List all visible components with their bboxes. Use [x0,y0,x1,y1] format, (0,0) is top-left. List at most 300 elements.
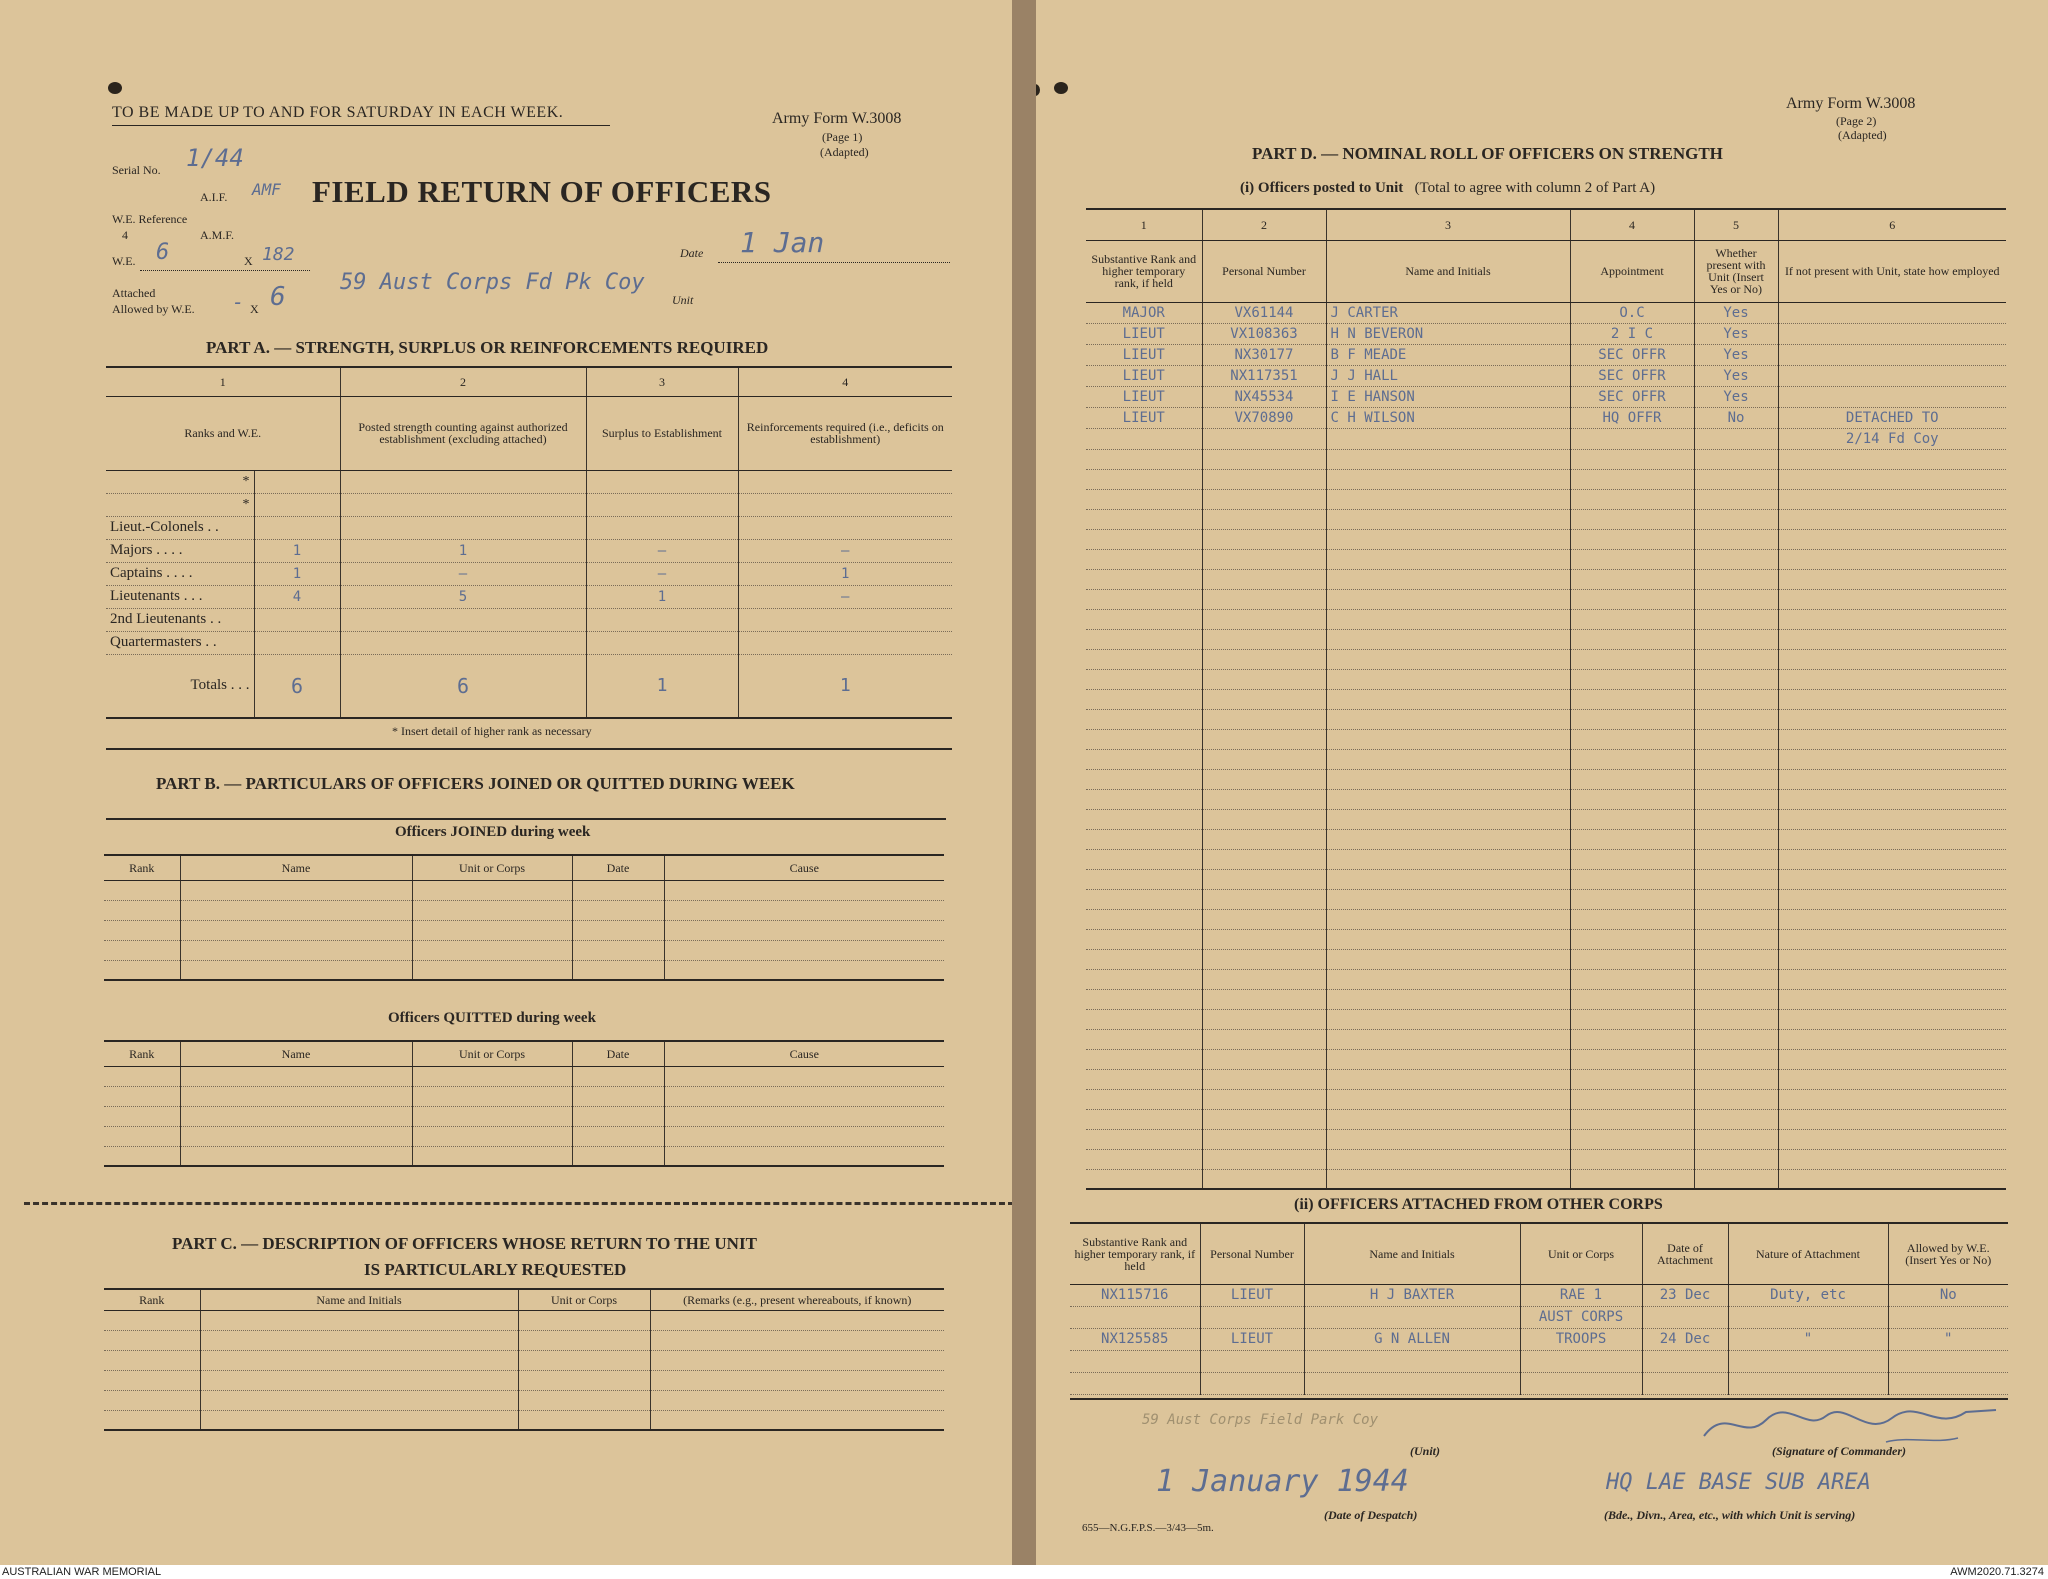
date-label: Date [680,246,704,260]
roll-cell [1694,569,1778,589]
roll-cell [1202,469,1326,489]
roll-cell [1570,589,1694,609]
part-c-table [104,1290,944,1431]
we-cell [254,470,340,493]
roll-cell [1202,1089,1326,1109]
table-row [1086,1049,2006,1069]
table-row [104,1390,944,1410]
roll-cell [1326,689,1570,709]
roll-cell [1570,1009,1694,1029]
quitted-title: Officers QUITTED during week [388,1010,596,1026]
table-row [104,1370,944,1390]
roll-cell: Yes [1694,386,1778,407]
roll-cell [1086,1049,1202,1069]
roll-cell [1694,729,1778,749]
despatch-date: 1 January 1944 [1156,1464,1409,1499]
page-label: (Page 1) [822,130,863,144]
roll-cell [1086,829,1202,849]
part-d-subtitle-bold: (i) Officers posted to Unit [1240,180,1404,196]
roll-cell [1570,829,1694,849]
allowed-label: Allowed by W.E. [112,302,195,316]
roll-cell [1570,869,1694,889]
roll-cell [1570,729,1694,749]
posted-cell [340,608,586,631]
roll-cell [1086,449,1202,469]
attached-cell: " [1888,1328,2008,1350]
roll-cell: SEC OFFR [1570,386,1694,407]
roll-cell [1326,569,1570,589]
roll-cell [1326,649,1570,669]
form-page-1 [0,0,1012,1565]
roll-cell: C H WILSON [1326,407,1570,428]
roll-cell [1778,489,2006,509]
roll-cell [1086,649,1202,669]
roll-cell [1778,1049,2006,1069]
roll-cell [1694,1149,1778,1169]
table-row [104,1126,944,1146]
roll-cell [1778,609,2006,629]
surplus-cell [586,516,738,539]
attached-cell [1304,1372,1520,1394]
attached-cell [1200,1372,1304,1394]
roll-cell: Yes [1694,302,1778,323]
roll-cell: SEC OFFR [1570,344,1694,365]
roll-cell [1202,889,1326,909]
roll-cell [1570,1169,1694,1189]
roll-cell: 2/14 Fd Coy [1778,428,2006,449]
divider [106,748,952,750]
roll-cell [1694,1049,1778,1069]
roll-cell: B F MEADE [1326,344,1570,365]
column-header: Reinforcements required (i.e., deficits on establishment) [738,396,952,470]
roll-cell [1202,669,1326,689]
roll-cell [1086,709,1202,729]
divider [1070,1398,2008,1400]
table-row [1070,1372,2008,1394]
roll-cell [1694,869,1778,889]
roll-cell [1694,609,1778,629]
roll-cell [1570,549,1694,569]
roll-cell [1086,669,1202,689]
area-value: HQ LAE BASE SUB AREA [1606,1470,1871,1495]
roll-cell [1326,829,1570,849]
table-row [104,1086,944,1106]
table-row [106,585,952,608]
commander-signature [1696,1402,2006,1450]
roll-cell [1570,1149,1694,1169]
roll-cell [1570,789,1694,809]
table-row [104,1066,944,1086]
table-row [1070,1306,2008,1328]
roll-cell: Yes [1694,344,1778,365]
roll-cell [1778,949,2006,969]
roll-cell [1694,1129,1778,1149]
table-row [1086,449,2006,469]
roll-cell [1778,849,2006,869]
cut-line [24,1202,1012,1205]
roll-cell [1086,1029,1202,1049]
we-cell: 1 [254,539,340,562]
attached-cell [1520,1350,1642,1372]
attached-cell [1888,1306,2008,1328]
table-row [1086,669,2006,689]
dotted-line [140,270,310,271]
roll-cell [1570,489,1694,509]
aif-value: AMF [252,180,281,199]
attached-cell: 24 Dec [1642,1328,1728,1350]
table-row [104,1410,944,1430]
roll-cell [1326,629,1570,649]
table-row [1086,529,2006,549]
roll-cell [1202,1009,1326,1029]
table-row [1086,589,2006,609]
table-row [1086,789,2006,809]
roll-cell: No [1694,407,1778,428]
attached-cell [1642,1372,1728,1394]
reinforcement-cell [738,608,952,631]
roll-cell [1086,1069,1202,1089]
table-row [1086,969,2006,989]
roll-cell: VX61144 [1202,302,1326,323]
roll-cell [1326,889,1570,909]
roll-cell [1086,689,1202,709]
roll-cell [1570,889,1694,909]
column-header: Substantive Rank and higher temporary rank, if held [1086,240,1202,302]
part-c-title-line2: IS PARTICULARLY REQUESTED [364,1260,627,1279]
col-number: 1 [1086,210,1202,240]
archive-id: AWM2020.71.3274 [1950,1566,2044,1578]
we-label: W.E. [112,254,136,268]
roll-cell [1326,949,1570,969]
column-header: Unit or Corps [1520,1224,1642,1284]
attached-cell [1304,1306,1520,1328]
roll-cell [1694,769,1778,789]
col-number: 3 [586,368,738,396]
roll-cell [1326,1109,1570,1129]
part-a-title: PART A. — STRENGTH, SURPLUS OR REINFORCEMENTS REQUIRED [206,338,769,357]
roll-cell [1778,709,2006,729]
attached-table [1070,1224,2008,1395]
table-row [1086,749,2006,769]
column-header: (Remarks (e.g., present whereabouts, if known) [650,1290,944,1310]
col-number: 5 [1694,210,1778,240]
roll-cell [1778,649,2006,669]
roll-cell: 2 I C [1570,323,1694,344]
roll-cell [1086,729,1202,749]
roll-cell [1086,989,1202,1009]
form-title: FIELD RETURN OF OFFICERS [312,174,772,209]
nominal-roll-table [1086,210,2006,1190]
table-row [106,516,952,539]
roll-cell [1570,989,1694,1009]
roll-cell [1086,1109,1202,1129]
roll-cell: DETACHED TO [1778,407,2006,428]
roll-cell: SEC OFFR [1570,365,1694,386]
totals-we: 6 [254,654,340,718]
joined-table [104,856,944,981]
we-cell [254,608,340,631]
table-row [104,1350,944,1370]
roll-cell [1326,989,1570,1009]
table-row [104,960,944,980]
roll-cell [1570,849,1694,869]
roll-cell [1202,549,1326,569]
rank-cell: 2nd Lieutenants . . [106,608,254,631]
roll-cell [1202,949,1326,969]
roll-cell [1326,929,1570,949]
table-row [104,1310,944,1330]
roll-cell [1694,449,1778,469]
roll-cell [1086,509,1202,529]
roll-cell: NX30177 [1202,344,1326,365]
roll-cell [1326,1029,1570,1049]
roll-cell [1326,1049,1570,1069]
roll-cell [1202,749,1326,769]
table-row [1086,769,2006,789]
roll-cell [1570,1029,1694,1049]
surplus-cell [586,493,738,516]
roll-cell [1778,469,2006,489]
rank-cell: Lieutenants . . . [106,585,254,608]
table-row [1086,323,2006,344]
roll-cell: I E HANSON [1326,386,1570,407]
posted-cell [340,631,586,654]
attached-cell [1520,1372,1642,1394]
roll-cell [1778,689,2006,709]
roll-cell [1694,809,1778,829]
quitted-table [104,1042,944,1167]
roll-cell [1778,386,2006,407]
table-row [1086,929,2006,949]
part-a-table [106,368,952,719]
table-row [1086,1029,2006,1049]
table-row [1086,809,2006,829]
column-header: Surplus to Establishment [586,396,738,470]
table-row [1086,909,2006,929]
divider [112,125,610,126]
roll-cell [1326,749,1570,769]
roll-cell [1694,1069,1778,1089]
roll-cell [1570,909,1694,929]
table-row [1086,386,2006,407]
roll-cell: Yes [1694,365,1778,386]
roll-cell [1326,769,1570,789]
we-value: 6 [156,240,170,265]
roll-cell [1326,969,1570,989]
attached-cell [1642,1306,1728,1328]
posted-cell [340,516,586,539]
roll-cell [1202,1149,1326,1169]
roll-cell [1778,569,2006,589]
roll-cell [1694,909,1778,929]
table-row [1086,869,2006,889]
roll-cell [1326,489,1570,509]
surplus-cell: — [586,562,738,585]
reinforcement-cell: — [738,539,952,562]
column-header: Rank [104,1042,180,1066]
roll-cell [1202,869,1326,889]
roll-cell: J CARTER [1326,302,1570,323]
roll-cell [1570,769,1694,789]
roll-cell [1086,869,1202,889]
column-header: Name and Initials [1304,1224,1520,1284]
roll-cell: NX117351 [1202,365,1326,386]
roll-cell [1694,689,1778,709]
posted-cell: — [340,562,586,585]
part-d-subtitle-rest: (Total to agree with column 2 of Part A) [1414,180,1656,196]
column-header: Date of Attachment [1642,1224,1728,1284]
attached-cell: No [1888,1284,2008,1306]
roll-cell [1778,449,2006,469]
footnote: * Insert detail of higher rank as necessary [392,724,592,738]
attached-cell: NX115716 [1070,1284,1200,1306]
table-row [104,900,944,920]
table-row [106,608,952,631]
roll-cell [1086,1149,1202,1169]
table-row [104,920,944,940]
roll-cell [1086,428,1202,449]
roll-cell [1570,809,1694,829]
totals-reinforcements: 1 [738,654,952,718]
roll-cell [1694,969,1778,989]
roll-cell [1778,829,2006,849]
roll-cell [1202,809,1326,829]
table-row [106,470,952,493]
roll-cell [1570,709,1694,729]
table-row [1086,949,2006,969]
part-d-subtitle [1240,180,1655,197]
roll-cell: NX45534 [1202,386,1326,407]
roll-cell: H N BEVERON [1326,323,1570,344]
roll-cell: Yes [1694,323,1778,344]
surplus-cell: 1 [586,585,738,608]
roll-cell [1202,449,1326,469]
roll-cell [1778,1029,2006,1049]
army-form-number: Army Form W.3008 [772,110,902,127]
col-number: 3 [1326,210,1570,240]
roll-cell [1202,529,1326,549]
roll-cell [1778,869,2006,889]
column-header: Substantive Rank and higher temporary rank, if held [1070,1224,1200,1284]
roll-cell [1570,649,1694,669]
roll-cell [1778,929,2006,949]
roll-cell [1326,1169,1570,1189]
table-row [104,1106,944,1126]
table-row [1086,509,2006,529]
roll-cell [1086,769,1202,789]
roll-cell [1694,669,1778,689]
roll-cell [1326,428,1570,449]
roll-cell [1326,549,1570,569]
roll-cell [1570,509,1694,529]
printer-imprint: 655—N.G.F.P.S.—3/43—5m. [1082,1522,1214,1534]
posted-cell: 1 [340,539,586,562]
table-row [1070,1284,2008,1306]
roll-cell [1326,589,1570,609]
roll-cell [1202,1069,1326,1089]
roll-cell [1086,909,1202,929]
column-header: Posted strength counting against authorized establishment (excluding attached) [340,396,586,470]
form-page-2 [1036,0,2048,1565]
reinforcement-cell [738,493,952,516]
table-row [1086,302,2006,323]
reinforcement-cell [738,631,952,654]
roll-cell [1778,789,2006,809]
attached-cell [1200,1350,1304,1372]
roll-cell [1202,649,1326,669]
roll-cell [1086,749,1202,769]
rank-cell: * [106,493,254,516]
roll-cell [1202,1049,1326,1069]
serial-value: 1/44 [186,144,244,172]
column-header: Date [572,1042,664,1066]
roll-cell [1694,829,1778,849]
rank-cell: * [106,470,254,493]
table-row [1086,1089,2006,1109]
roll-cell [1570,1049,1694,1069]
roll-cell [1778,749,2006,769]
roll-cell [1694,889,1778,909]
roll-cell [1326,909,1570,929]
col-number: 2 [340,368,586,396]
roll-cell [1570,749,1694,769]
roll-cell [1086,609,1202,629]
rank-cell: Majors . . . . [106,539,254,562]
roll-cell [1778,989,2006,1009]
roll-cell [1086,809,1202,829]
roll-cell [1086,789,1202,809]
roll-cell [1570,1089,1694,1109]
column-header: Rank [104,856,180,880]
dotted-line [718,262,950,263]
roll-cell: LIEUT [1086,386,1202,407]
roll-cell [1326,509,1570,529]
allowed-value: - [232,290,245,314]
roll-cell [1570,669,1694,689]
roll-cell [1326,469,1570,489]
roll-cell [1086,1009,1202,1029]
roll-cell [1570,949,1694,969]
attached-cell: " [1728,1328,1888,1350]
roll-cell [1086,1129,1202,1149]
roll-cell [1778,1109,2006,1129]
we-cell [254,631,340,654]
table-row [1086,829,2006,849]
roll-cell [1326,869,1570,889]
table-row [1086,1109,2006,1129]
roll-cell [1694,1009,1778,1029]
punch-hole [108,82,122,94]
roll-cell [1694,649,1778,669]
roll-cell [1326,1089,1570,1109]
roll-cell [1694,489,1778,509]
column-header: Name [180,856,412,880]
part-b-title: PART B. — PARTICULARS OF OFFICERS JOINED OR QUITTED DURING WEEK [156,774,795,793]
we-reference-value: 4 [122,228,128,242]
signature-label: (Signature of Commander) [1772,1444,1907,1458]
attached-cell: Duty, etc [1728,1284,1888,1306]
roll-cell [1570,969,1694,989]
we-reference-label: W.E. Reference [112,212,188,226]
rank-cell: Lieut.-Colonels . . [106,516,254,539]
roll-cell [1202,428,1326,449]
joined-title: Officers JOINED during week [395,824,591,840]
roll-cell: LIEUT [1086,407,1202,428]
col-number: 2 [1202,210,1326,240]
roll-cell [1570,449,1694,469]
reinforcement-cell [738,470,952,493]
roll-cell [1326,529,1570,549]
